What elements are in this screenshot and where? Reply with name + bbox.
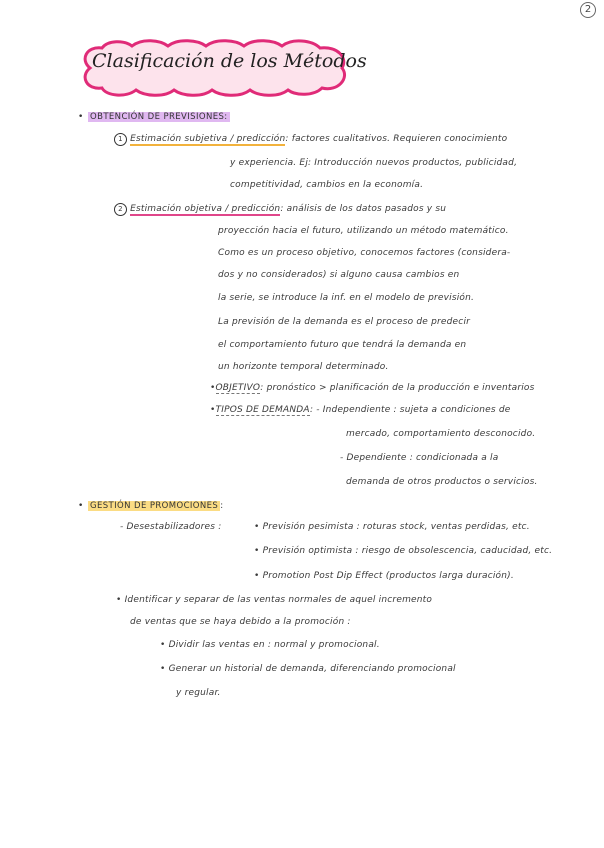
section2-header-text: GESTIÓN DE PROMOCIONES: [90, 501, 219, 511]
item2-text-0: : análisis de los datos pasados y su: [280, 204, 447, 214]
item2-line1: [114, 203, 446, 216]
identificar-line-2: de ventas que se haya debido a la promoción :: [130, 617, 351, 627]
item2-line3: Como es un proceso objetivo, conocemos factores (considera-: [218, 248, 511, 258]
item1-line3: competitividad, cambios en la economía.: [230, 180, 424, 190]
section1-bullet: •: [78, 112, 84, 122]
section2-bullet: •: [78, 501, 84, 511]
item1-line2: y experiencia. Ej: Introducción nuevos productos, publicidad,: [230, 158, 518, 168]
section1-header-text: OBTENCIÓN DE PREVISIONES:: [90, 112, 228, 122]
item2-line2: proyección hacia el futuro, utilizando un método matemático.: [218, 226, 509, 236]
desestab-item-1: • Previsión pesimista : roturas stock, ventas perdidas, etc.: [254, 522, 530, 532]
objetivo-line: •OBJETIVO: pronóstico > planificación de la producción e inventarios: [210, 383, 535, 393]
item2-label: Estimación objetiva / predicción: [130, 204, 281, 214]
sub-item-1: • Dividir las ventas en : normal y promocional.: [160, 640, 380, 650]
desestab-label: - Desestabilizadores :: [120, 522, 222, 532]
item1-label: Estimación subjetiva / predicción: [130, 134, 286, 144]
item1-number-circle: 1: [114, 133, 127, 146]
tipos-dependiente: - Dependiente : condicionada a la: [340, 453, 499, 463]
item2-line4: dos y no considerados) si alguno causa cambios en: [218, 270, 460, 280]
sub-item-2: • Generar un historial de demanda, diferenciando promocional: [160, 664, 456, 674]
item1-text-0: : factores cualitativos. Requieren conocimiento: [285, 134, 508, 144]
item2-number-circle: 2: [114, 203, 127, 216]
tipos-label: TIPOS DE DEMANDA: [215, 405, 310, 415]
section1-header: [88, 112, 230, 122]
objetivo-label: OBJETIVO: [215, 383, 261, 393]
identificar-line-1: • Identificar y separar de las ventas normales de aquel incremento: [116, 595, 433, 605]
tipos-dependiente-2: demanda de otros productos o servicios.: [346, 477, 538, 487]
desestab-item-2: • Previsión optimista : riesgo de obsolescencia, caducidad, etc.: [254, 546, 553, 556]
section2-header: [88, 501, 224, 511]
item1-line1: [114, 133, 507, 146]
desestab-item-3: • Promotion Post Dip Effect (productos larga duración).: [254, 571, 514, 581]
item2-line5: la serie, se introduce la inf. en el modelo de previsión.: [218, 293, 475, 303]
page-number: 2: [580, 2, 596, 18]
tipos-independiente: : - Independiente : sujeta a condiciones de: [309, 405, 511, 415]
sub-item-3: y regular.: [176, 688, 221, 698]
item2-line8: un horizonte temporal determinado.: [218, 362, 389, 372]
tipos-independiente-2: mercado, comportamiento desconocido.: [346, 429, 536, 439]
page-title: Clasificación de los Métodos: [92, 50, 367, 72]
section2-header-colon: :: [220, 501, 224, 511]
tipos-line: •TIPOS DE DEMANDA: - Independiente : sujeta a condiciones de: [210, 405, 511, 415]
item2-line6: La previsión de la demanda es el proceso de predecir: [218, 317, 471, 327]
item2-line7: el comportamiento futuro que tendrá la demanda en: [218, 340, 467, 350]
objetivo-text: : pronóstico > planificación de la producción e inventarios: [260, 383, 535, 393]
